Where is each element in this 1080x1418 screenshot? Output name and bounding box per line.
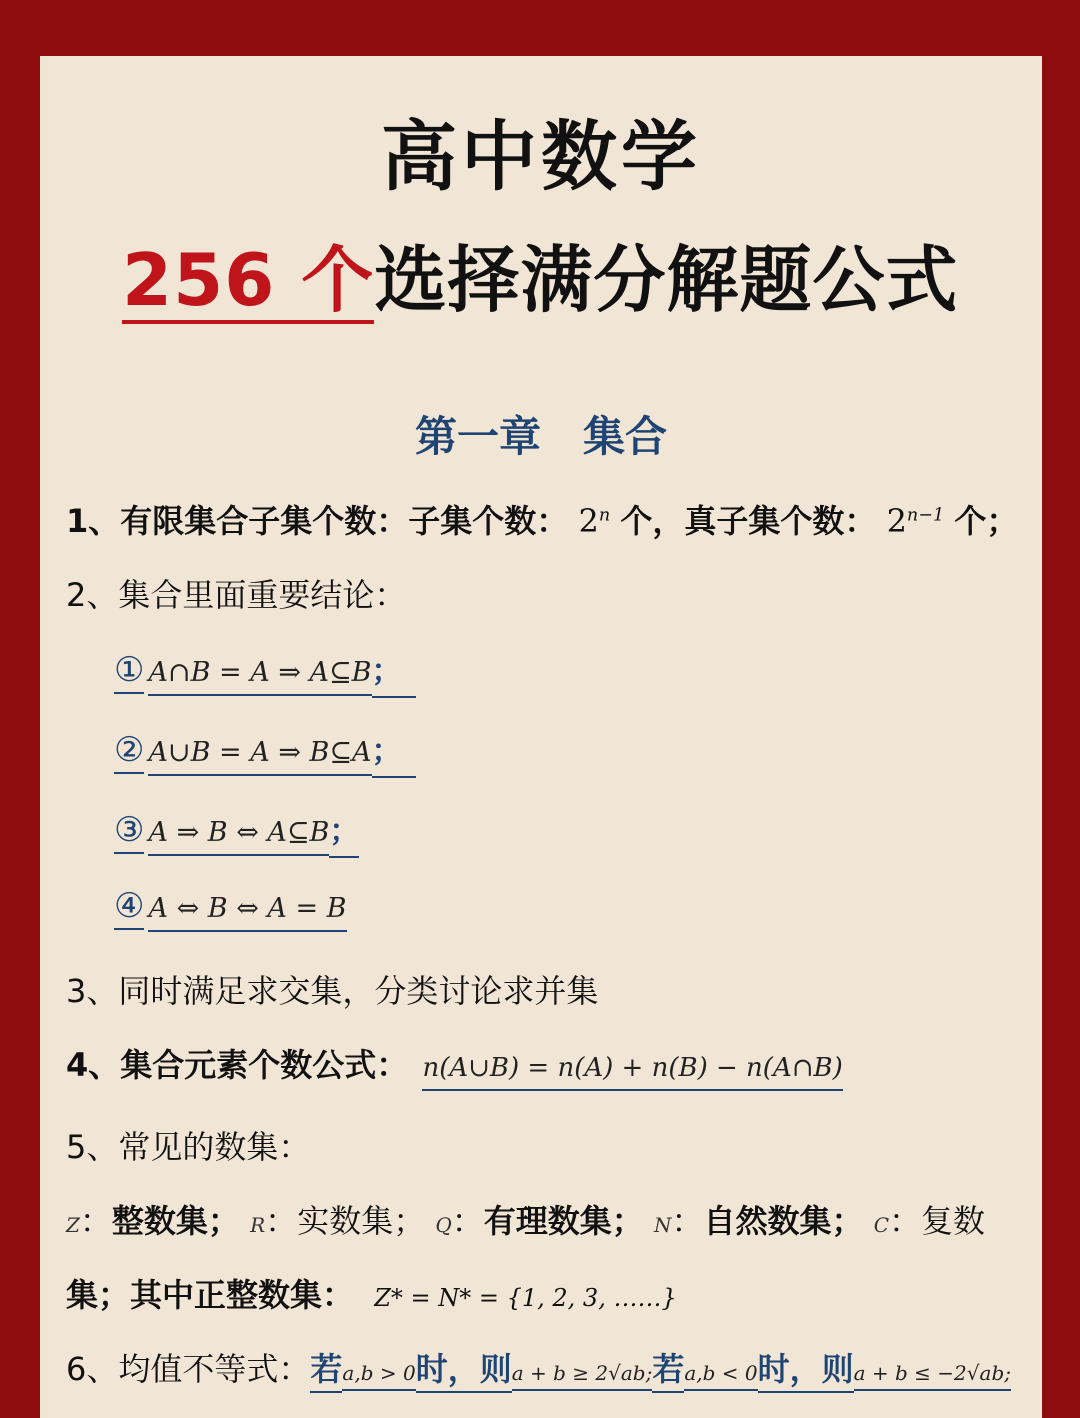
item-6 <box>66 1344 1011 1391</box>
item-5-continued <box>66 1270 677 1316</box>
item-1-proper-formula: $2^{n-1}$ <box>886 502 945 540</box>
circled-one: ① <box>114 650 144 694</box>
item-2-num: 2、 <box>66 576 119 614</box>
item-1-sub-unit: 个， <box>620 502 685 540</box>
subtitle <box>122 222 958 326</box>
item-1-sub-label: 子集个数： <box>408 502 569 540</box>
item-2-sub-1 <box>114 646 416 698</box>
item-1-num: 1、 <box>66 502 121 540</box>
n-symbol: N <box>653 1213 672 1237</box>
item-6-cond-1: a,b > 0 <box>342 1361 415 1391</box>
sub-2-formula: A∪B = A ⇒ B⊆A <box>148 737 371 776</box>
item-6-cond-2: a,b < 0 <box>684 1361 757 1391</box>
z-symbol: Z <box>66 1213 80 1237</box>
item-1-proper-unit: 个； <box>954 502 1019 540</box>
subtitle-rest: 选择满分解题公式 <box>374 238 959 322</box>
item-5-cont-formula: Z* = N* = {1, 2, 3, ……} <box>374 1284 677 1312</box>
item-6-then-1: 时，则 <box>416 1350 512 1393</box>
item-6-if-2: 若 <box>652 1350 684 1393</box>
item-1-sub-formula: 2$^n$ <box>578 502 611 540</box>
item-3-text: 同时满足求交集，分类讨论求并集 <box>118 972 599 1010</box>
item-3-num: 3、 <box>66 972 119 1010</box>
item-5-num: 5、 <box>66 1128 119 1166</box>
item-6-res-2: a + b ≤ −2√ab; <box>854 1361 1011 1391</box>
circled-two: ② <box>114 730 144 774</box>
item-1-label: 有限集合子集个数： <box>120 502 409 540</box>
item-2 <box>66 570 406 616</box>
c-text: 复数 <box>921 1202 986 1240</box>
sub-3-formula: A ⇒ B ⇔ A⊆B <box>148 817 329 856</box>
item-6-label: 均值不等式： <box>118 1350 311 1388</box>
r-text: 实数集； <box>297 1202 426 1240</box>
item-2-sub-2 <box>114 726 416 778</box>
sub-1-formula: A∩B = A ⇒ A⊆B <box>148 657 371 696</box>
item-6-res-1: a + b ≥ 2√ab; <box>512 1361 653 1391</box>
item-2-label: 集合里面重要结论： <box>118 576 407 614</box>
item-3 <box>66 966 598 1012</box>
item-6-then-2: 时，则 <box>758 1350 854 1393</box>
item-6-num: 6、 <box>66 1350 119 1388</box>
item-4-num: 4、 <box>66 1046 121 1084</box>
z-text: 整数集； <box>111 1202 240 1240</box>
r-symbol: R <box>250 1213 266 1237</box>
item-2-sub-4 <box>114 886 347 932</box>
item-1-proper-label: 真子集个数： <box>684 502 877 540</box>
item-1 <box>66 496 1018 542</box>
subtitle-count: 256 个 <box>122 241 374 324</box>
circled-three: ③ <box>114 810 144 854</box>
item-4-formula: n(A∪B) = n(A) + n(B) − n(A∩B) <box>422 1053 842 1091</box>
chapter-heading: 第一章 集合 <box>414 412 667 461</box>
item-2-sub-3 <box>114 806 359 858</box>
item-4-label: 集合元素个数公式： <box>120 1046 409 1084</box>
item-4 <box>66 1040 843 1091</box>
page-paper <box>40 56 1042 1418</box>
q-text: 有理数集； <box>483 1202 644 1240</box>
sub-3-tail: ； <box>329 806 359 858</box>
main-title: 高中数学 <box>381 112 701 201</box>
q-symbol: Q <box>435 1213 452 1237</box>
sub-1-tail: ； <box>372 646 416 698</box>
c-symbol: C <box>873 1213 889 1237</box>
item-5-label: 常见的数集： <box>118 1128 311 1166</box>
item-5-sets: Z：整数集； R：实数集； Q：有理数集； N：自然数集； C：复数 <box>66 1202 986 1240</box>
sub-4-formula: A ⇔ B ⇔ A = B <box>148 893 346 932</box>
item-5 <box>66 1122 310 1168</box>
n-text: 自然数集； <box>703 1202 864 1240</box>
sub-2-tail: ； <box>372 726 416 778</box>
item-6-if-1: 若 <box>310 1350 342 1393</box>
item-5-cont-text: 集；其中正整数集： <box>66 1276 355 1314</box>
circled-four: ④ <box>114 886 144 930</box>
